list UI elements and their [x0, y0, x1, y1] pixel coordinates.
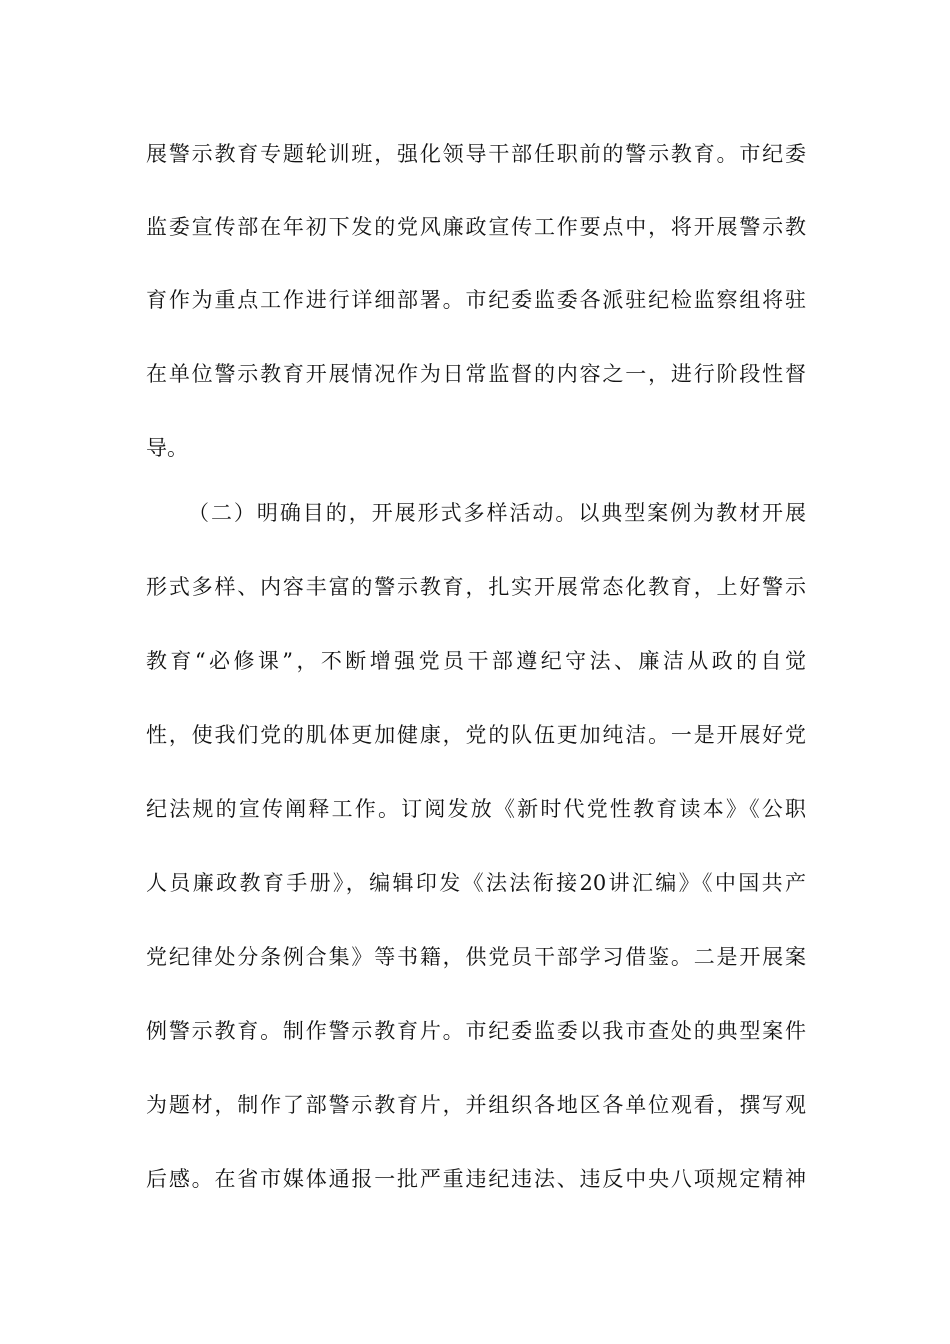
text-line-10: 纪法规的宣传阐释工作。订阅发放《新时代党性教育读本》《公职: [146, 797, 806, 821]
text-line-5: 导。: [146, 436, 188, 460]
text-line-11: 人员廉政教育手册》，编辑印发《法法衔接20讲汇编》《中国共产: [146, 871, 806, 895]
text-line-8: 教育“必修课”，不断增强党员干部遵纪守法、廉洁从政的自觉: [146, 649, 806, 673]
text-line-12: 党纪律处分条例合集》等书籍，供党员干部学习借鉴。二是开展案: [146, 945, 806, 969]
text-line-13: 例警示教育。制作警示教育片。市纪委监委以我市查处的典型案件: [146, 1019, 806, 1043]
text-line-14: 为题材，制作了部警示教育片，并组织各地区各单位观看，撰写观: [146, 1093, 806, 1117]
text-line-1: 展警示教育专题轮训班，强化领导干部任职前的警示教育。市纪委: [146, 142, 806, 166]
text-line-2: 监委宣传部在年初下发的党风廉政宣传工作要点中，将开展警示教: [146, 215, 806, 239]
text-line-3: 育作为重点工作进行详细部署。市纪委监委各派驻纪检监察组将驻: [146, 288, 806, 312]
text-line-9: 性，使我们党的肌体更加健康，党的队伍更加纯洁。一是开展好党: [146, 723, 806, 747]
text-line-4: 在单位警示教育开展情况作为日常监督的内容之一，进行阶段性督: [146, 362, 806, 386]
section-heading-line: （二）明确目的，开展形式多样活动。以典型案例为教材开展: [188, 501, 806, 525]
text-line-7: 形式多样、内容丰富的警示教育，扎实开展常态化教育，上好警示: [146, 575, 806, 599]
text-line-15: 后感。在省市媒体通报一批严重违纪违法、违反中央八项规定精神: [146, 1167, 806, 1191]
